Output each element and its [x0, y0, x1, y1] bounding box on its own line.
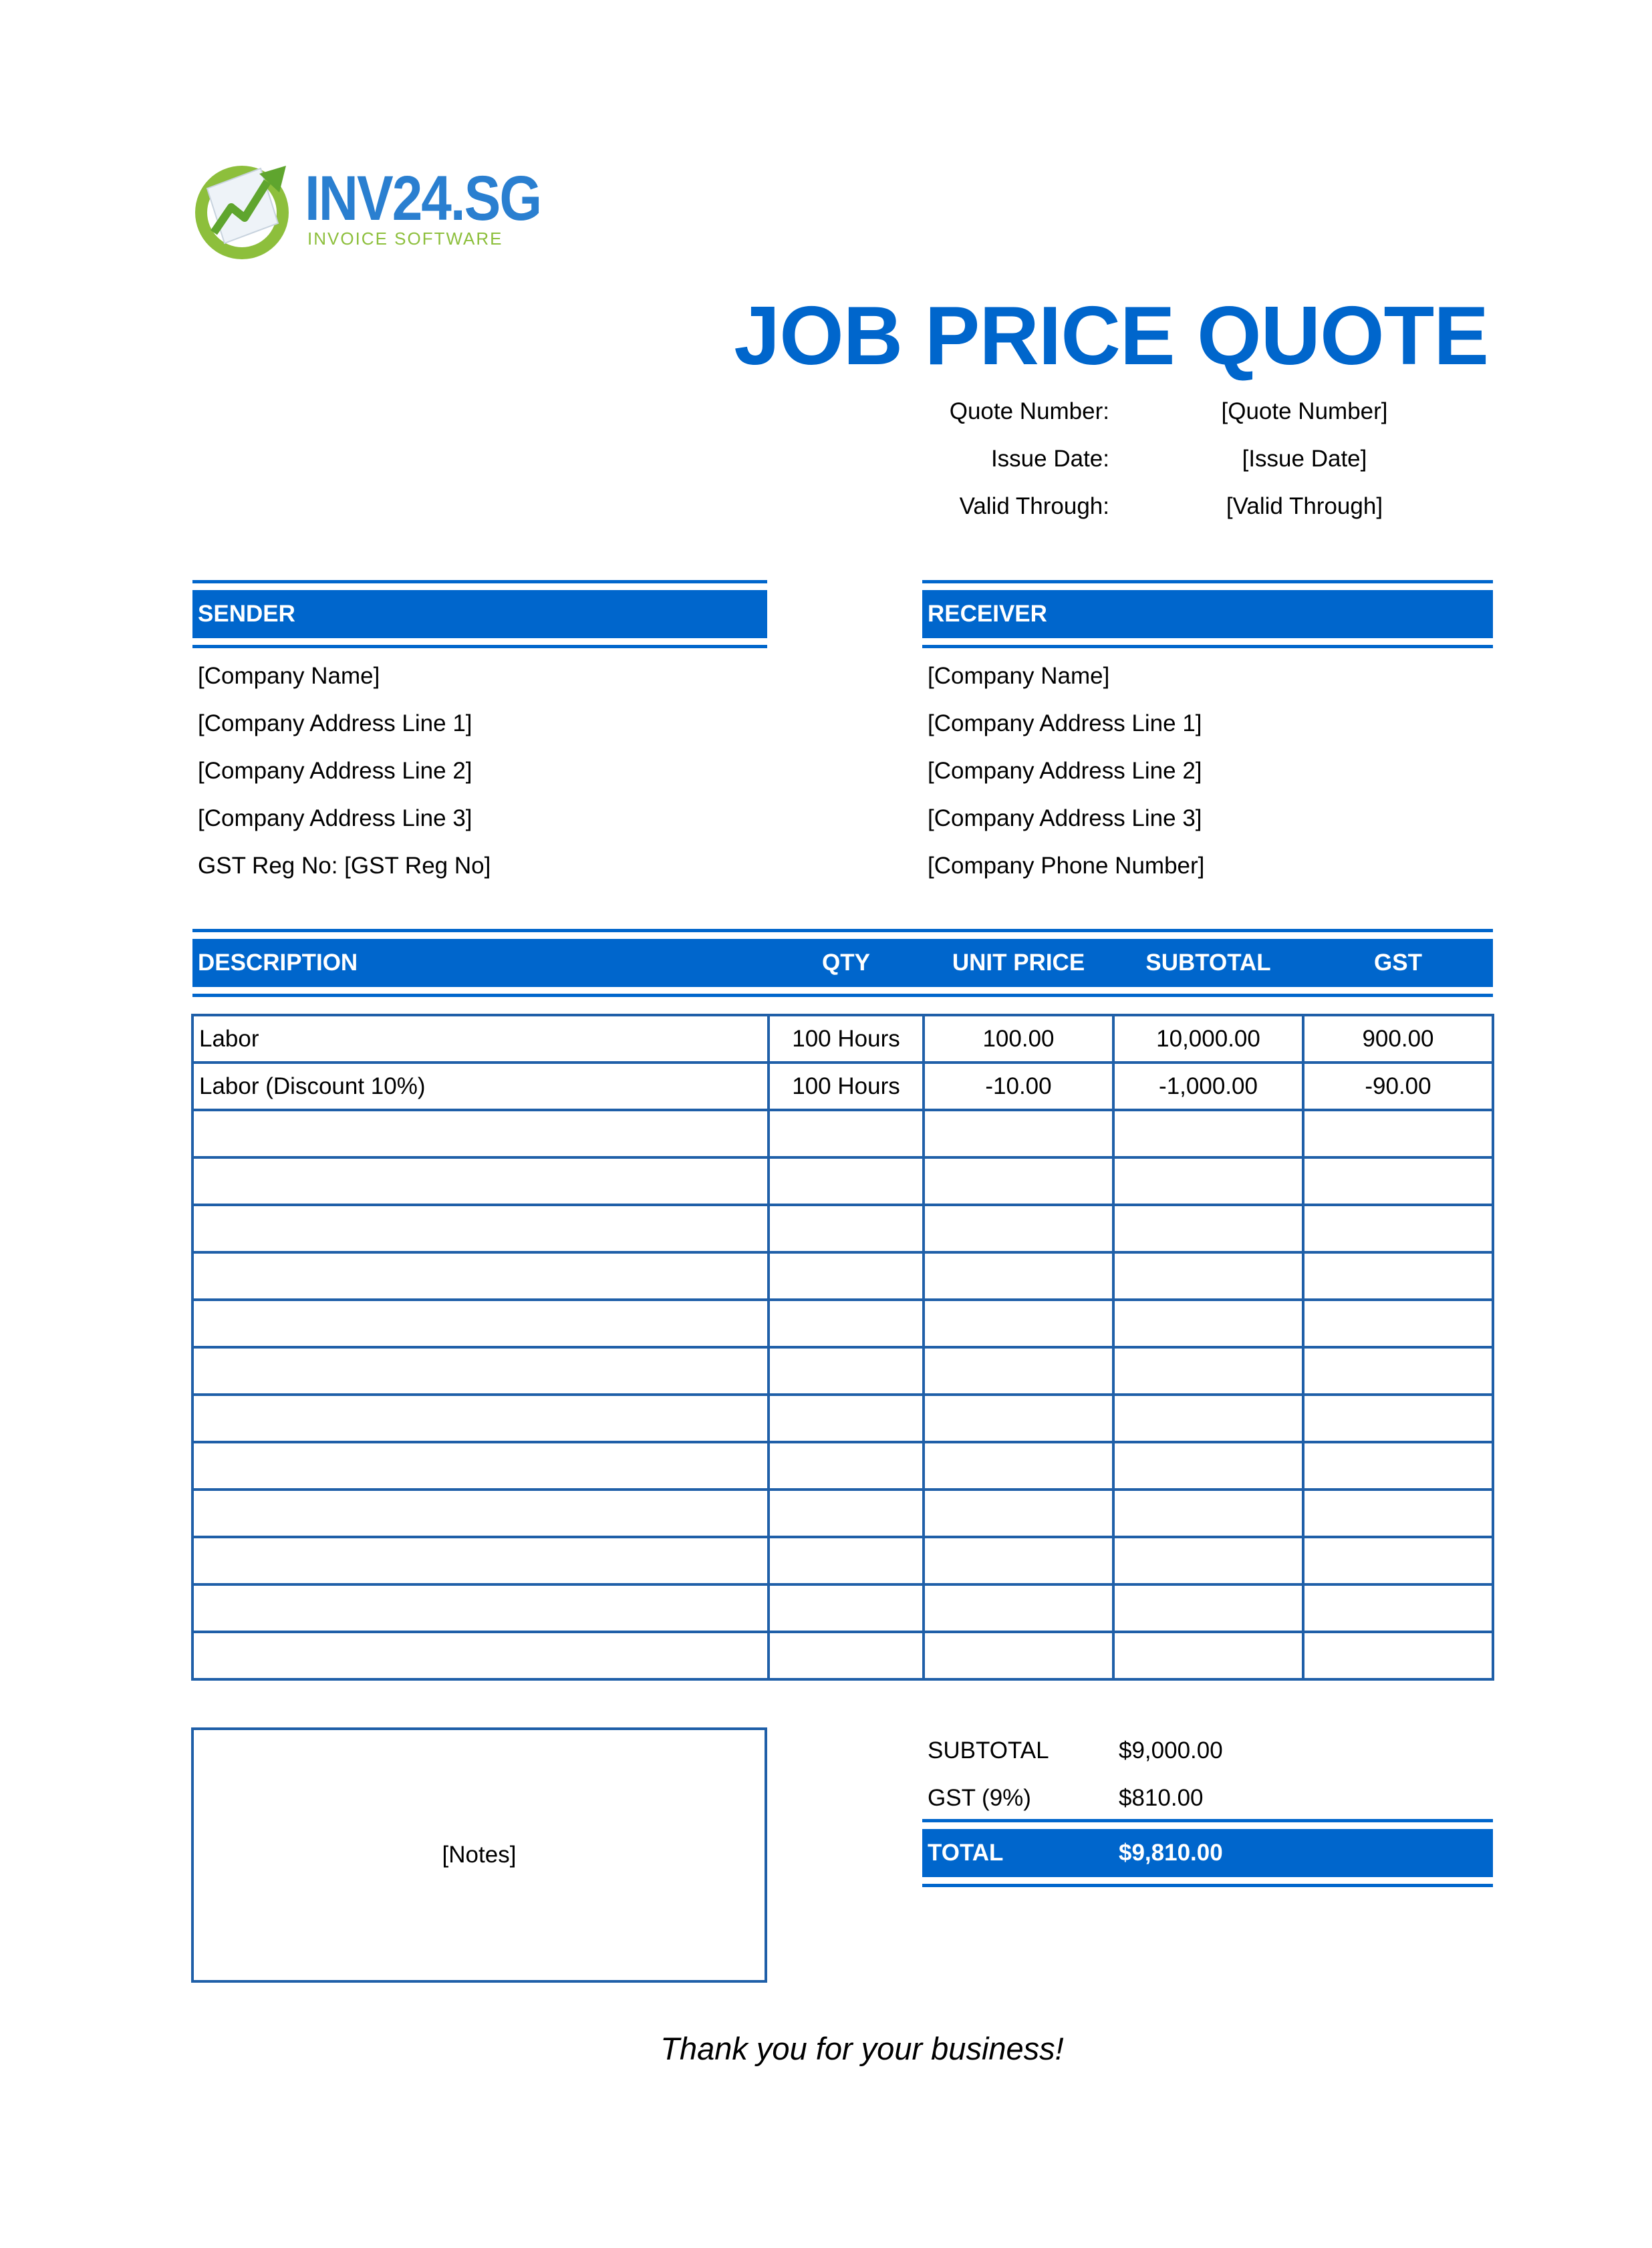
item-subtotal	[1113, 1347, 1303, 1395]
item-subtotal	[1113, 1252, 1303, 1300]
receiver-address-line-1: [Company Address Line 1]	[928, 710, 1202, 736]
item-subtotal	[1113, 1442, 1303, 1490]
item-unit-price	[924, 1252, 1113, 1300]
sender-address-line-1: [Company Address Line 1]	[198, 710, 472, 736]
item-description	[192, 1300, 769, 1347]
item-subtotal: -1,000.00	[1113, 1063, 1303, 1110]
item-subtotal	[1113, 1300, 1303, 1347]
table-row	[192, 1205, 1493, 1252]
item-gst	[1303, 1157, 1493, 1205]
item-unit-price	[924, 1537, 1113, 1584]
item-subtotal	[1113, 1110, 1303, 1157]
item-qty	[769, 1300, 924, 1347]
gst-value: $810.00	[1119, 1785, 1204, 1811]
thank-you-message: Thank you for your business!	[660, 2031, 1064, 2066]
divider	[192, 580, 767, 583]
item-description	[192, 1632, 769, 1679]
item-qty	[769, 1537, 924, 1584]
sender-heading: SENDER	[192, 590, 767, 638]
item-qty	[769, 1347, 924, 1395]
item-qty	[769, 1395, 924, 1442]
table-row	[192, 1632, 1493, 1679]
quote-number-label: Quote Number:	[949, 398, 1109, 424]
quote-number-value: [Quote Number]	[1221, 398, 1388, 424]
col-qty-header: QTY	[822, 950, 870, 976]
line-items-table	[191, 1014, 1494, 1681]
divider	[192, 645, 767, 648]
notes-box: [Notes]	[191, 1727, 767, 1983]
item-gst	[1303, 1347, 1493, 1395]
item-unit-price	[924, 1347, 1113, 1395]
issue-date-value: [Issue Date]	[1242, 446, 1367, 472]
item-subtotal	[1113, 1395, 1303, 1442]
item-gst	[1303, 1205, 1493, 1252]
table-row	[192, 1584, 1493, 1632]
receiver-address-line-2: [Company Address Line 2]	[928, 758, 1202, 784]
document-title: JOB PRICE QUOTE	[734, 290, 1488, 382]
item-gst	[1303, 1442, 1493, 1490]
receiver-block	[922, 580, 1493, 889]
item-gst	[1303, 1537, 1493, 1584]
col-subtotal-header: SUBTOTAL	[1145, 950, 1271, 976]
item-qty	[769, 1252, 924, 1300]
item-qty	[769, 1490, 924, 1537]
item-description	[192, 1347, 769, 1395]
item-unit-price	[924, 1300, 1113, 1347]
col-unit-price-header: UNIT PRICE	[952, 950, 1085, 976]
item-unit-price	[924, 1395, 1113, 1442]
item-subtotal	[1113, 1584, 1303, 1632]
logo-brand: INV24.SG	[305, 164, 541, 234]
item-subtotal	[1113, 1157, 1303, 1205]
item-qty	[769, 1110, 924, 1157]
sender-company-name: [Company Name]	[198, 663, 380, 689]
item-gst	[1303, 1490, 1493, 1537]
receiver-company-name: [Company Name]	[928, 663, 1110, 689]
table-row	[192, 1537, 1493, 1584]
item-unit-price	[924, 1584, 1113, 1632]
item-description	[192, 1157, 769, 1205]
valid-through-value: [Valid Through]	[1226, 493, 1383, 519]
divider	[192, 994, 1493, 997]
item-subtotal	[1113, 1632, 1303, 1679]
valid-through-label: Valid Through:	[959, 493, 1109, 519]
table-row	[192, 1300, 1493, 1347]
item-description	[192, 1584, 769, 1632]
divider	[192, 929, 1493, 932]
table-row	[192, 1015, 1493, 1063]
item-qty: 100 Hours	[769, 1015, 924, 1063]
item-gst	[1303, 1584, 1493, 1632]
item-qty: 100 Hours	[769, 1063, 924, 1110]
item-qty	[769, 1632, 924, 1679]
sender-gst-reg: GST Reg No: [GST Reg No]	[198, 853, 491, 879]
item-gst	[1303, 1110, 1493, 1157]
col-description-header: DESCRIPTION	[198, 950, 358, 976]
total-label: TOTAL	[928, 1840, 1004, 1866]
divider	[922, 645, 1493, 648]
item-subtotal	[1113, 1205, 1303, 1252]
receiver-phone: [Company Phone Number]	[928, 853, 1205, 879]
item-unit-price	[924, 1632, 1113, 1679]
subtotal-value: $9,000.00	[1119, 1737, 1223, 1764]
items-header	[192, 929, 1493, 997]
sender-block	[192, 580, 767, 889]
table-row	[192, 1252, 1493, 1300]
table-row	[192, 1063, 1493, 1110]
item-unit-price	[924, 1157, 1113, 1205]
col-gst-header: GST	[1374, 950, 1422, 976]
item-qty	[769, 1157, 924, 1205]
item-qty	[769, 1584, 924, 1632]
company-logo	[192, 154, 541, 261]
issue-date-label: Issue Date:	[990, 446, 1109, 472]
item-description	[192, 1110, 769, 1157]
table-row	[192, 1490, 1493, 1537]
divider	[922, 1819, 1493, 1822]
receiver-heading: RECEIVER	[922, 590, 1493, 638]
item-unit-price	[924, 1442, 1113, 1490]
logo-tagline: INVOICE SOFTWARE	[307, 229, 503, 249]
divider	[922, 1884, 1493, 1887]
item-description	[192, 1395, 769, 1442]
item-unit-price: -10.00	[924, 1063, 1113, 1110]
item-unit-price	[924, 1490, 1113, 1537]
sender-address-line-2: [Company Address Line 2]	[198, 758, 472, 784]
gst-label: GST (9%)	[928, 1785, 1031, 1811]
item-description	[192, 1537, 769, 1584]
item-subtotal	[1113, 1537, 1303, 1584]
table-row	[192, 1110, 1493, 1157]
receiver-address-line-3: [Company Address Line 3]	[928, 805, 1202, 831]
item-description	[192, 1205, 769, 1252]
item-gst: 900.00	[1303, 1015, 1493, 1063]
item-subtotal: 10,000.00	[1113, 1015, 1303, 1063]
item-unit-price	[924, 1110, 1113, 1157]
item-gst: -90.00	[1303, 1063, 1493, 1110]
item-description	[192, 1252, 769, 1300]
item-description: Labor	[192, 1015, 769, 1063]
divider	[922, 580, 1493, 583]
table-row	[192, 1395, 1493, 1442]
table-row	[192, 1442, 1493, 1490]
item-gst	[1303, 1300, 1493, 1347]
table-row	[192, 1347, 1493, 1395]
item-qty	[769, 1205, 924, 1252]
item-description	[192, 1442, 769, 1490]
chart-arrow-icon	[192, 154, 299, 261]
item-gst	[1303, 1252, 1493, 1300]
item-gst	[1303, 1395, 1493, 1442]
item-unit-price: 100.00	[924, 1015, 1113, 1063]
total-bar	[922, 1829, 1493, 1877]
item-description: Labor (Discount 10%)	[192, 1063, 769, 1110]
table-row	[192, 1157, 1493, 1205]
item-gst	[1303, 1632, 1493, 1679]
item-unit-price	[924, 1205, 1113, 1252]
sender-address-line-3: [Company Address Line 3]	[198, 805, 472, 831]
total-value: $9,810.00	[1119, 1840, 1223, 1866]
subtotal-label: SUBTOTAL	[928, 1737, 1049, 1764]
item-qty	[769, 1442, 924, 1490]
item-subtotal	[1113, 1490, 1303, 1537]
item-description	[192, 1490, 769, 1537]
